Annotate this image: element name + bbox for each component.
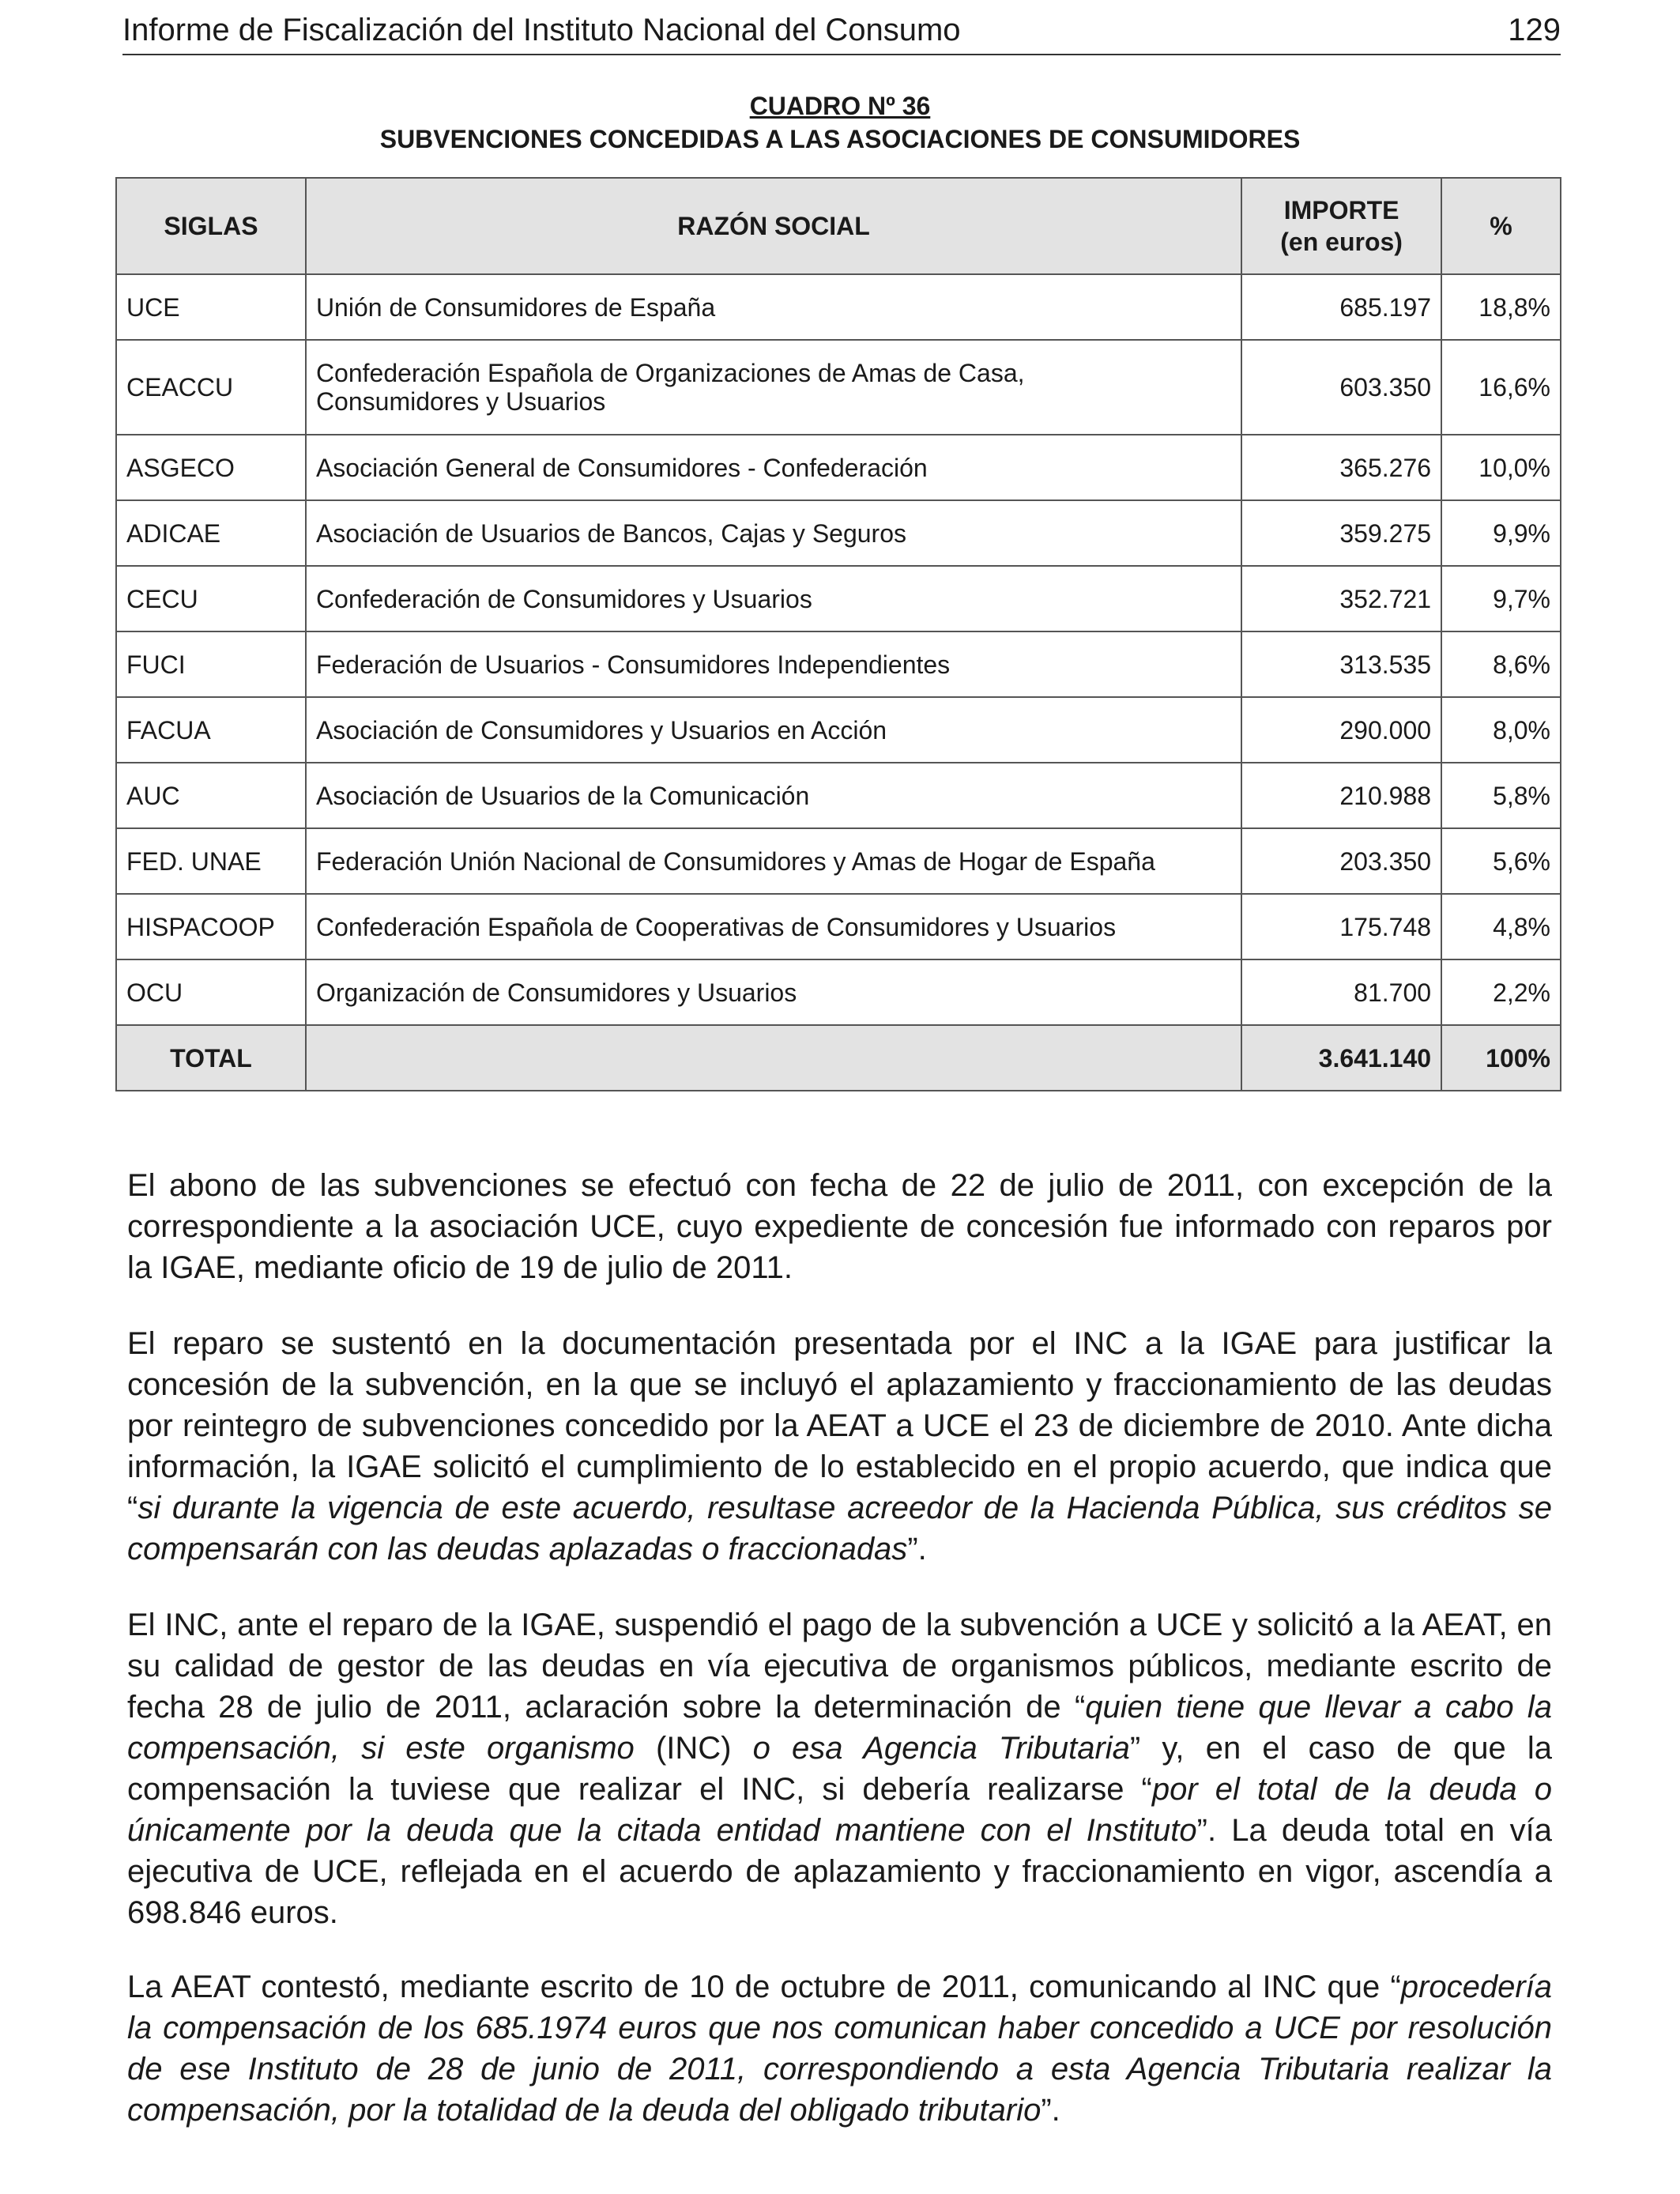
paragraph-2-text-a: El reparo se sustentó en la documentación presentada por el INC a la IGAE para justificar la concesión de la subvención, en la que se incluyó el aplazamiento y fraccionamiento de las deudas por reintegro de subvenciones concedido por la AEAT a UCE el 23 de diciembre de 2010. Ante dicha información, la IGAE solicitó el cumplimiento de lo establecido en el propio acuerdo, que indica que “: [127, 1326, 1552, 1525]
paragraph-3-quote-2: o esa Agencia Tributaria: [752, 1731, 1130, 1766]
page-number: 129: [1508, 12, 1561, 47]
table-row: [116, 959, 1561, 1025]
cell-importe: 175.748: [1241, 894, 1441, 959]
header-razon-social: RAZÓN SOCIAL: [306, 178, 1241, 274]
page-header: [122, 6, 1561, 55]
cell-importe: 290.000: [1241, 697, 1441, 763]
paragraph-3-text-g: ”. La deuda total en vía ejecutiva de UCE, reflejada en el acuerdo de aplazamiento y fraccionamiento en vigor, ascendía a 698.846 euros.: [127, 1813, 1552, 1930]
cell-siglas: HISPACOOP: [116, 894, 306, 959]
paragraph-3-quote-1: quien tiene que llevar a cabo la compensación, si este organismo: [127, 1690, 1552, 1766]
cell-percent: 8,6%: [1441, 631, 1561, 697]
cell-razon: Asociación General de Consumidores - Confederación: [306, 435, 1241, 500]
cell-importe: 365.276: [1241, 435, 1441, 500]
total-percent: 100%: [1441, 1025, 1561, 1091]
cell-importe: 352.721: [1241, 566, 1441, 631]
paragraph-3: [127, 1604, 1552, 1933]
cell-razon: Asociación de Consumidores y Usuarios en Acción: [306, 697, 1241, 763]
cell-razon: Federación Unión Nacional de Consumidores y Amas de Hogar de España: [306, 828, 1241, 894]
table-row: [116, 828, 1561, 894]
cell-siglas: ADICAE: [116, 500, 306, 566]
total-label: TOTAL: [116, 1025, 306, 1091]
cell-razon: Asociación de Usuarios de Bancos, Cajas y Seguros: [306, 500, 1241, 566]
cell-razon: Unión de Consumidores de España: [306, 274, 1241, 340]
table-row: [116, 274, 1561, 340]
table-title: SUBVENCIONES CONCEDIDAS A LAS ASOCIACIONES DE CONSUMIDORES: [379, 125, 1301, 153]
paragraph-2-text-c: ”.: [907, 1532, 927, 1566]
cell-importe: 210.988: [1241, 763, 1441, 828]
cell-siglas: OCU: [116, 959, 306, 1025]
paragraph-4-text-a: La AEAT contestó, mediante escrito de 10 de octubre de 2011, comunicando al INC que “: [127, 1970, 1401, 2004]
table-number: CUADRO Nº 36: [749, 92, 931, 120]
cell-siglas: FACUA: [116, 697, 306, 763]
header-importe: [1241, 178, 1441, 274]
table-row: [116, 435, 1561, 500]
subsidies-table: [115, 177, 1561, 1091]
paragraph-3-text-a: El INC, ante el reparo de la IGAE, suspendió el pago de la subvención a UCE y solicitó a la AEAT, en su calidad de gestor de las deudas en vía ejecutiva de organismos públicos, mediante escrito de fecha 28 de julio de 2011, aclaración sobre la determinación de “: [127, 1608, 1552, 1725]
cell-importe: 81.700: [1241, 959, 1441, 1025]
table-row: [116, 894, 1561, 959]
paragraph-3-text-e: ” y, en el caso de que la compensación la tuviese que realizar el INC, si debería realizarse “: [127, 1731, 1552, 1807]
cell-percent: 16,6%: [1441, 340, 1561, 435]
cell-percent: 2,2%: [1441, 959, 1561, 1025]
header-percent: %: [1441, 178, 1561, 274]
header-siglas: SIGLAS: [116, 178, 306, 274]
paragraph-1: El abono de las subvenciones se efectuó con fecha de 22 de julio de 2011, con excepción de la correspondiente a la asociación UCE, cuyo expediente de concesión fue informado con reparos por la IGAE, mediante oficio de 19 de julio de 2011.: [127, 1168, 1552, 1285]
cell-siglas: CECU: [116, 566, 306, 631]
table-row: [116, 340, 1561, 435]
cell-percent: 10,0%: [1441, 435, 1561, 500]
cell-razon: Asociación de Usuarios de la Comunicación: [306, 763, 1241, 828]
cell-percent: 9,9%: [1441, 500, 1561, 566]
total-empty-cell: [306, 1025, 1241, 1091]
cell-razon: [306, 340, 1241, 435]
cell-importe: 203.350: [1241, 828, 1441, 894]
cell-razon-line1: Confederación Española de Organizaciones de Amas de Casa,: [315, 359, 1025, 387]
cell-siglas: FED. UNAE: [116, 828, 306, 894]
table-header-row: [116, 178, 1561, 274]
cell-razon: Confederación de Consumidores y Usuarios: [306, 566, 1241, 631]
cell-siglas: CEACCU: [116, 340, 306, 435]
paragraph-4: [127, 1966, 1552, 2131]
table-total-row: [116, 1025, 1561, 1091]
cell-razon: Organización de Consumidores y Usuarios: [306, 959, 1241, 1025]
cell-siglas: FUCI: [116, 631, 306, 697]
cell-siglas: AUC: [116, 763, 306, 828]
paragraph-3-text-c: (INC): [634, 1731, 753, 1766]
paragraph-3-quote-3: por el total de la deuda o únicamente por la deuda que la citada entidad mantiene con el Instituto: [127, 1772, 1552, 1848]
cell-percent: 8,0%: [1441, 697, 1561, 763]
cell-importe: 313.535: [1241, 631, 1441, 697]
header-importe-line2: (en euros): [1280, 228, 1403, 256]
cell-siglas: ASGECO: [116, 435, 306, 500]
paragraph-2-quote: si durante la vigencia de este acuerdo, resultase acreedor de la Hacienda Pública, sus créditos se compensarán con las deudas aplazadas o fraccionadas: [127, 1491, 1552, 1566]
table-row: [116, 763, 1561, 828]
cell-percent: 4,8%: [1441, 894, 1561, 959]
cell-percent: 5,8%: [1441, 763, 1561, 828]
paragraph-4-quote: procedería la compensación de los 685.1974 euros que nos comunican haber concedido a UCE por resolución de ese Instituto de 28 de junio de 2011, correspondiendo a esta Agencia Tributaria realizar la compensación, por la totalidad de la deuda del obligado tributario: [127, 1970, 1552, 2128]
table-row: [116, 697, 1561, 763]
table-row: [116, 631, 1561, 697]
cell-siglas: UCE: [116, 274, 306, 340]
total-importe: 3.641.140: [1241, 1025, 1441, 1091]
header-importe-line1: IMPORTE: [1283, 196, 1399, 224]
report-title: Informe de Fiscalización del Instituto Nacional del Consumo: [122, 12, 961, 47]
cell-razon: Confederación Española de Cooperativas de Consumidores y Usuarios: [306, 894, 1241, 959]
cell-percent: 5,6%: [1441, 828, 1561, 894]
cell-importe: 359.275: [1241, 500, 1441, 566]
cell-importe: 603.350: [1241, 340, 1441, 435]
paragraph-2: [127, 1323, 1552, 1570]
cell-razon: Federación de Usuarios - Consumidores Independientes: [306, 631, 1241, 697]
cell-razon-line2: Consumidores y Usuarios: [315, 387, 606, 416]
table-row: [116, 566, 1561, 631]
paragraph-4-text-c: ”.: [1041, 2093, 1060, 2128]
cell-importe: 685.197: [1241, 274, 1441, 340]
table-row: [116, 500, 1561, 566]
cell-percent: 9,7%: [1441, 566, 1561, 631]
cell-percent: 18,8%: [1441, 274, 1561, 340]
